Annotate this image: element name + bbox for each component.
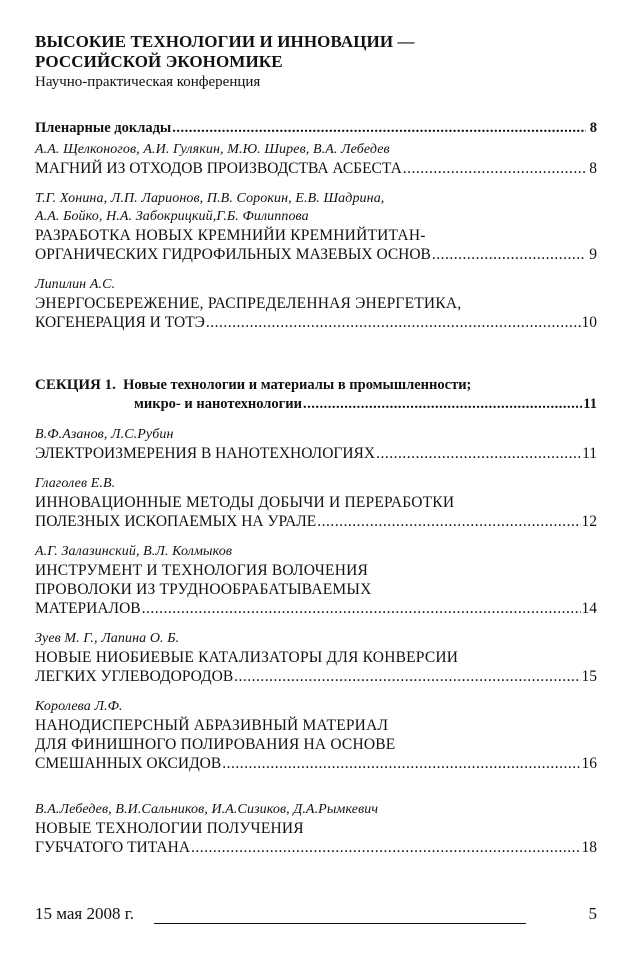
entry-title-row: [35, 599, 597, 618]
entry-title-line: РАЗРАБОТКА НОВЫХ КРЕМНИЙИ КРЕМНИЙТИТАН-: [35, 227, 426, 244]
entry-title-row: [35, 754, 597, 773]
entry-page: 15: [581, 668, 597, 685]
leader-dots: [432, 245, 586, 264]
page-footer: [35, 904, 597, 924]
entry-page: 8: [589, 160, 597, 177]
section1-heading: [35, 376, 597, 414]
footer-date: 15 мая 2008 г.: [35, 904, 135, 923]
page-number: 5: [588, 904, 597, 923]
entry-authors: Глаголев Е.В.: [35, 476, 116, 491]
toc-entry: [35, 475, 597, 531]
entry-authors: В.А.Лебедев, В.И.Сальников, И.А.Сизиков, Д.А.Рымкевич: [35, 802, 379, 817]
leader-dots: [191, 838, 580, 857]
entry-title-line: КОГЕНЕРАЦИЯ И ТОТЭ: [35, 314, 205, 331]
entry-page: 18: [581, 839, 597, 856]
plenary-label: Пленарные доклады: [35, 120, 172, 136]
entry-authors: В.Ф.Азанов, Л.С.Рубин: [35, 427, 174, 442]
entry-page: 10: [581, 314, 597, 331]
entry-title-row: [35, 313, 597, 332]
conference-title-line1: ВЫСОКИЕ ТЕХНОЛОГИИ И ИННОВАЦИИ —: [35, 32, 415, 51]
toc-entry: [35, 141, 597, 178]
section1-label: СЕКЦИЯ 1.: [35, 377, 116, 393]
entry-title-line: ОРГАНИЧЕСКИХ ГИДРОФИЛЬНЫХ МАЗЕВЫХ ОСНОВ: [35, 246, 431, 263]
section1-title-line2: микро- и нанотехнологии: [134, 396, 302, 412]
leader-dots: [222, 754, 580, 773]
entry-page: 14: [581, 600, 597, 617]
leader-dots: [234, 667, 580, 686]
section1-entries: [35, 426, 597, 857]
entry-title-row: [35, 159, 597, 178]
entry-title-line: НОВЫЕ ТЕХНОЛОГИИ ПОЛУЧЕНИЯ: [35, 820, 304, 837]
entry-title-line: СМЕШАННЫХ ОКСИДОВ: [35, 755, 222, 772]
leader-dots: [376, 444, 581, 463]
toc-entry: [35, 801, 597, 857]
section1-page: 11: [583, 396, 597, 412]
conference-title-line2: РОССИЙСКОЙ ЭКОНОМИКЕ: [35, 52, 283, 71]
entry-authors: А.А. Бойко, Н.А. Забокрицкий,Г.Б. Филиппова: [35, 209, 309, 224]
entry-authors: Липилин А.С.: [35, 277, 116, 292]
entry-title-line: ПОЛЕЗНЫХ ИСКОПАЕМЫХ НА УРАЛЕ: [35, 513, 317, 530]
leader-dots: [142, 599, 581, 618]
entry-authors: Т.Г. Хонина, Л.П. Ларионов, П.В. Сорокин, Е.В. Шадрина,: [35, 191, 385, 206]
entry-title-line: ИНСТРУМЕНТ И ТЕХНОЛОГИЯ ВОЛОЧЕНИЯ: [35, 562, 369, 579]
toc-entry: [35, 426, 597, 463]
entry-title-row: [35, 444, 597, 463]
footer-rule: [154, 909, 526, 924]
section1-title-line1: Новые технологии и материалы в промышленности;: [123, 377, 472, 393]
entry-authors: Королева Л.Ф.: [35, 699, 123, 714]
leader-dots: [172, 119, 586, 138]
entry-title-row: [35, 667, 597, 686]
toc-entry: [35, 543, 597, 618]
leader-dots: [206, 313, 581, 332]
entry-title-line: ИННОВАЦИОННЫЕ МЕТОДЫ ДОБЫЧИ И ПЕРЕРАБОТКИ: [35, 494, 455, 511]
conference-subtitle: Научно-практическая конференция: [35, 74, 261, 90]
plenary-page: 8: [589, 120, 597, 136]
entry-title-line: ДЛЯ ФИНИШНОГО ПОЛИРОВАНИЯ НА ОСНОВЕ: [35, 736, 396, 753]
table-of-contents: [35, 119, 597, 857]
entry-page: 12: [581, 513, 597, 530]
toc-entry: [35, 630, 597, 686]
plenary-entries: [35, 141, 597, 332]
entry-page: 16: [581, 755, 597, 772]
entry-title-row: [35, 245, 597, 264]
entry-title-line: НАНОДИСПЕРСНЫЙ АБРАЗИВНЫЙ МАТЕРИАЛ: [35, 717, 389, 734]
entry-page: 11: [582, 445, 597, 462]
toc-page: [35, 32, 597, 857]
entry-title-row: [35, 838, 597, 857]
toc-entry: [35, 190, 597, 264]
entry-title-line: ЛЕГКИХ УГЛЕВОДОРОДОВ: [35, 668, 234, 685]
entry-title-line: МАГНИЙ ИЗ ОТХОДОВ ПРОИЗВОДСТВА АСБЕСТА: [35, 160, 402, 177]
toc-entry: [35, 276, 597, 332]
entry-title-row: [35, 512, 597, 531]
entry-authors: А.Г. Залазинский, В.Л. Колмыков: [35, 544, 233, 559]
entry-page: 9: [589, 246, 597, 263]
leader-dots: [403, 159, 586, 178]
entry-title-line: ГУБЧАТОГО ТИТАНА: [35, 839, 191, 856]
leader-dots: [303, 395, 582, 414]
leader-dots: [317, 512, 580, 531]
entry-title-line: ЭЛЕКТРОИЗМЕРЕНИЯ В НАНОТЕХНОЛОГИЯХ: [35, 445, 376, 462]
toc-entry: [35, 698, 597, 773]
entry-title-line: ЭНЕРГОСБЕРЕЖЕНИЕ, РАСПРЕДЕЛЕННАЯ ЭНЕРГЕТИКА,: [35, 295, 462, 312]
entry-title-line: ПРОВОЛОКИ ИЗ ТРУДНООБРАБАТЫВАЕМЫХ: [35, 581, 372, 598]
entry-authors: А.А. Щелконогов, А.И. Гулякин, М.Ю. Ширев, В.А. Лебедев: [35, 142, 390, 157]
entry-authors: Зуев М. Г., Лапина О. Б.: [35, 631, 180, 646]
plenary-heading: [35, 119, 597, 138]
entry-title-line: МАТЕРИАЛОВ: [35, 600, 141, 617]
entry-title-line: НОВЫЕ НИОБИЕВЫЕ КАТАЛИЗАТОРЫ ДЛЯ КОНВЕРСИИ: [35, 649, 459, 666]
